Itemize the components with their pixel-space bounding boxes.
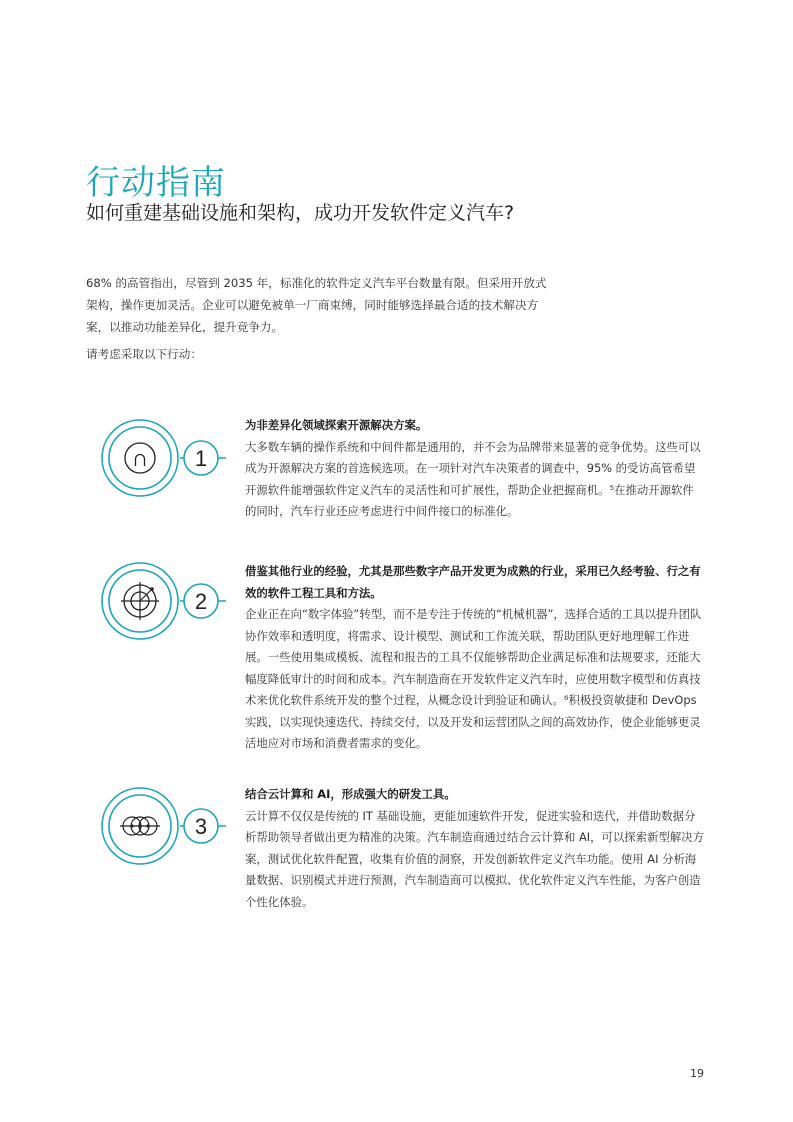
action-heading-3: 结合云计算和 AI，形成强大的研发工具。 bbox=[245, 787, 456, 801]
page-subtitle: 如何重建基础设施和架构，成功开发软件定义汽车? bbox=[86, 202, 515, 224]
action-badge-1 bbox=[100, 418, 232, 498]
page-number: 19 bbox=[690, 1067, 704, 1080]
wheel-icon bbox=[125, 443, 155, 473]
action-body-1: 大多数车辆的操作系统和中间件都是通用的，并不会为品牌带来显著的竞争优势。这些可以成为开源解决方案的首选候选项。在一项针对汽车决策者的调查中，95% 的受访高管希望开源软件能增强软件定义汽车的灵活性和可扩展性，帮助企业把握商机。⁵在推动开源软件的同时，汽车行业还应考虑进行中间件接口的标准化。 bbox=[245, 439, 701, 518]
intro-paragraph: 68% 的高管指出，尽管到 2035 年，标准化的软件定义汽车平台数量有限。但采用开放式架构，操作更加灵活。企业可以避免被单一厂商束缚，同时能够选择最合适的技术解决方案，以推动功能差异化，提升竞争力。 bbox=[86, 276, 547, 334]
cloud-rings-icon bbox=[120, 817, 160, 835]
page-title: 行动指南 bbox=[86, 162, 226, 203]
action-prompt: 请考虑采取以下行动： bbox=[86, 347, 202, 361]
action-body-3: 云计算不仅仅是传统的 IT 基础设施，更能加速软件开发，促进实验和迭代，并借助数据分析帮助领导者做出更为精准的决策。汽车制造商通过结合云计算和 AI，可以探索新型解决方案，测试优化软件配置，收集有价值的洞察，开发创新软件定义汽车功能。使用 AI 分析海量数据、识别模式并进行预测，汽车制造商可以模拟、优化软件定义汽车性能，为客户创造个性化体验。 bbox=[245, 808, 705, 909]
action-number-1: 1 bbox=[194, 446, 208, 471]
action-badge-2 bbox=[100, 561, 232, 641]
action-badge-3 bbox=[100, 786, 232, 866]
action-body-2: 企业正在向“数字体验”转型，而不是专注于传统的“机械机器”，选择合适的工具以提升团队协作效率和透明度，将需求、设计模型、测试和工作流关联，帮助团队更好地理解工作进展。一些使用集成模板、流程和报告的工具不仅能够帮助企业满足标准和法规要求，还能大幅度降低审计的时间和成本。汽车制造商在开发软件定义汽车时，应使用数字模型和仿真技术来优化软件系统开发的整个过程，从概念设计到验证和确认。⁶积极投资敏捷和 DevOps 实践，以实现快速迭代、持续交付，以及开发和运营团队之间的高效协作，使企业能够更灵活地应对市场和消费者需求的变化。 bbox=[245, 607, 702, 750]
action-heading-2: 借鉴其他行业的经验，尤其是那些数字产品开发更为成熟的行业，采用已久经考验、行之有效的软件工程工具和方法。 bbox=[245, 564, 701, 600]
action-number-2: 2 bbox=[194, 589, 208, 614]
action-heading-1: 为非差异化领域探索开源解决方案。 bbox=[245, 418, 428, 432]
action-number-3: 3 bbox=[194, 814, 208, 839]
target-icon bbox=[121, 582, 159, 620]
